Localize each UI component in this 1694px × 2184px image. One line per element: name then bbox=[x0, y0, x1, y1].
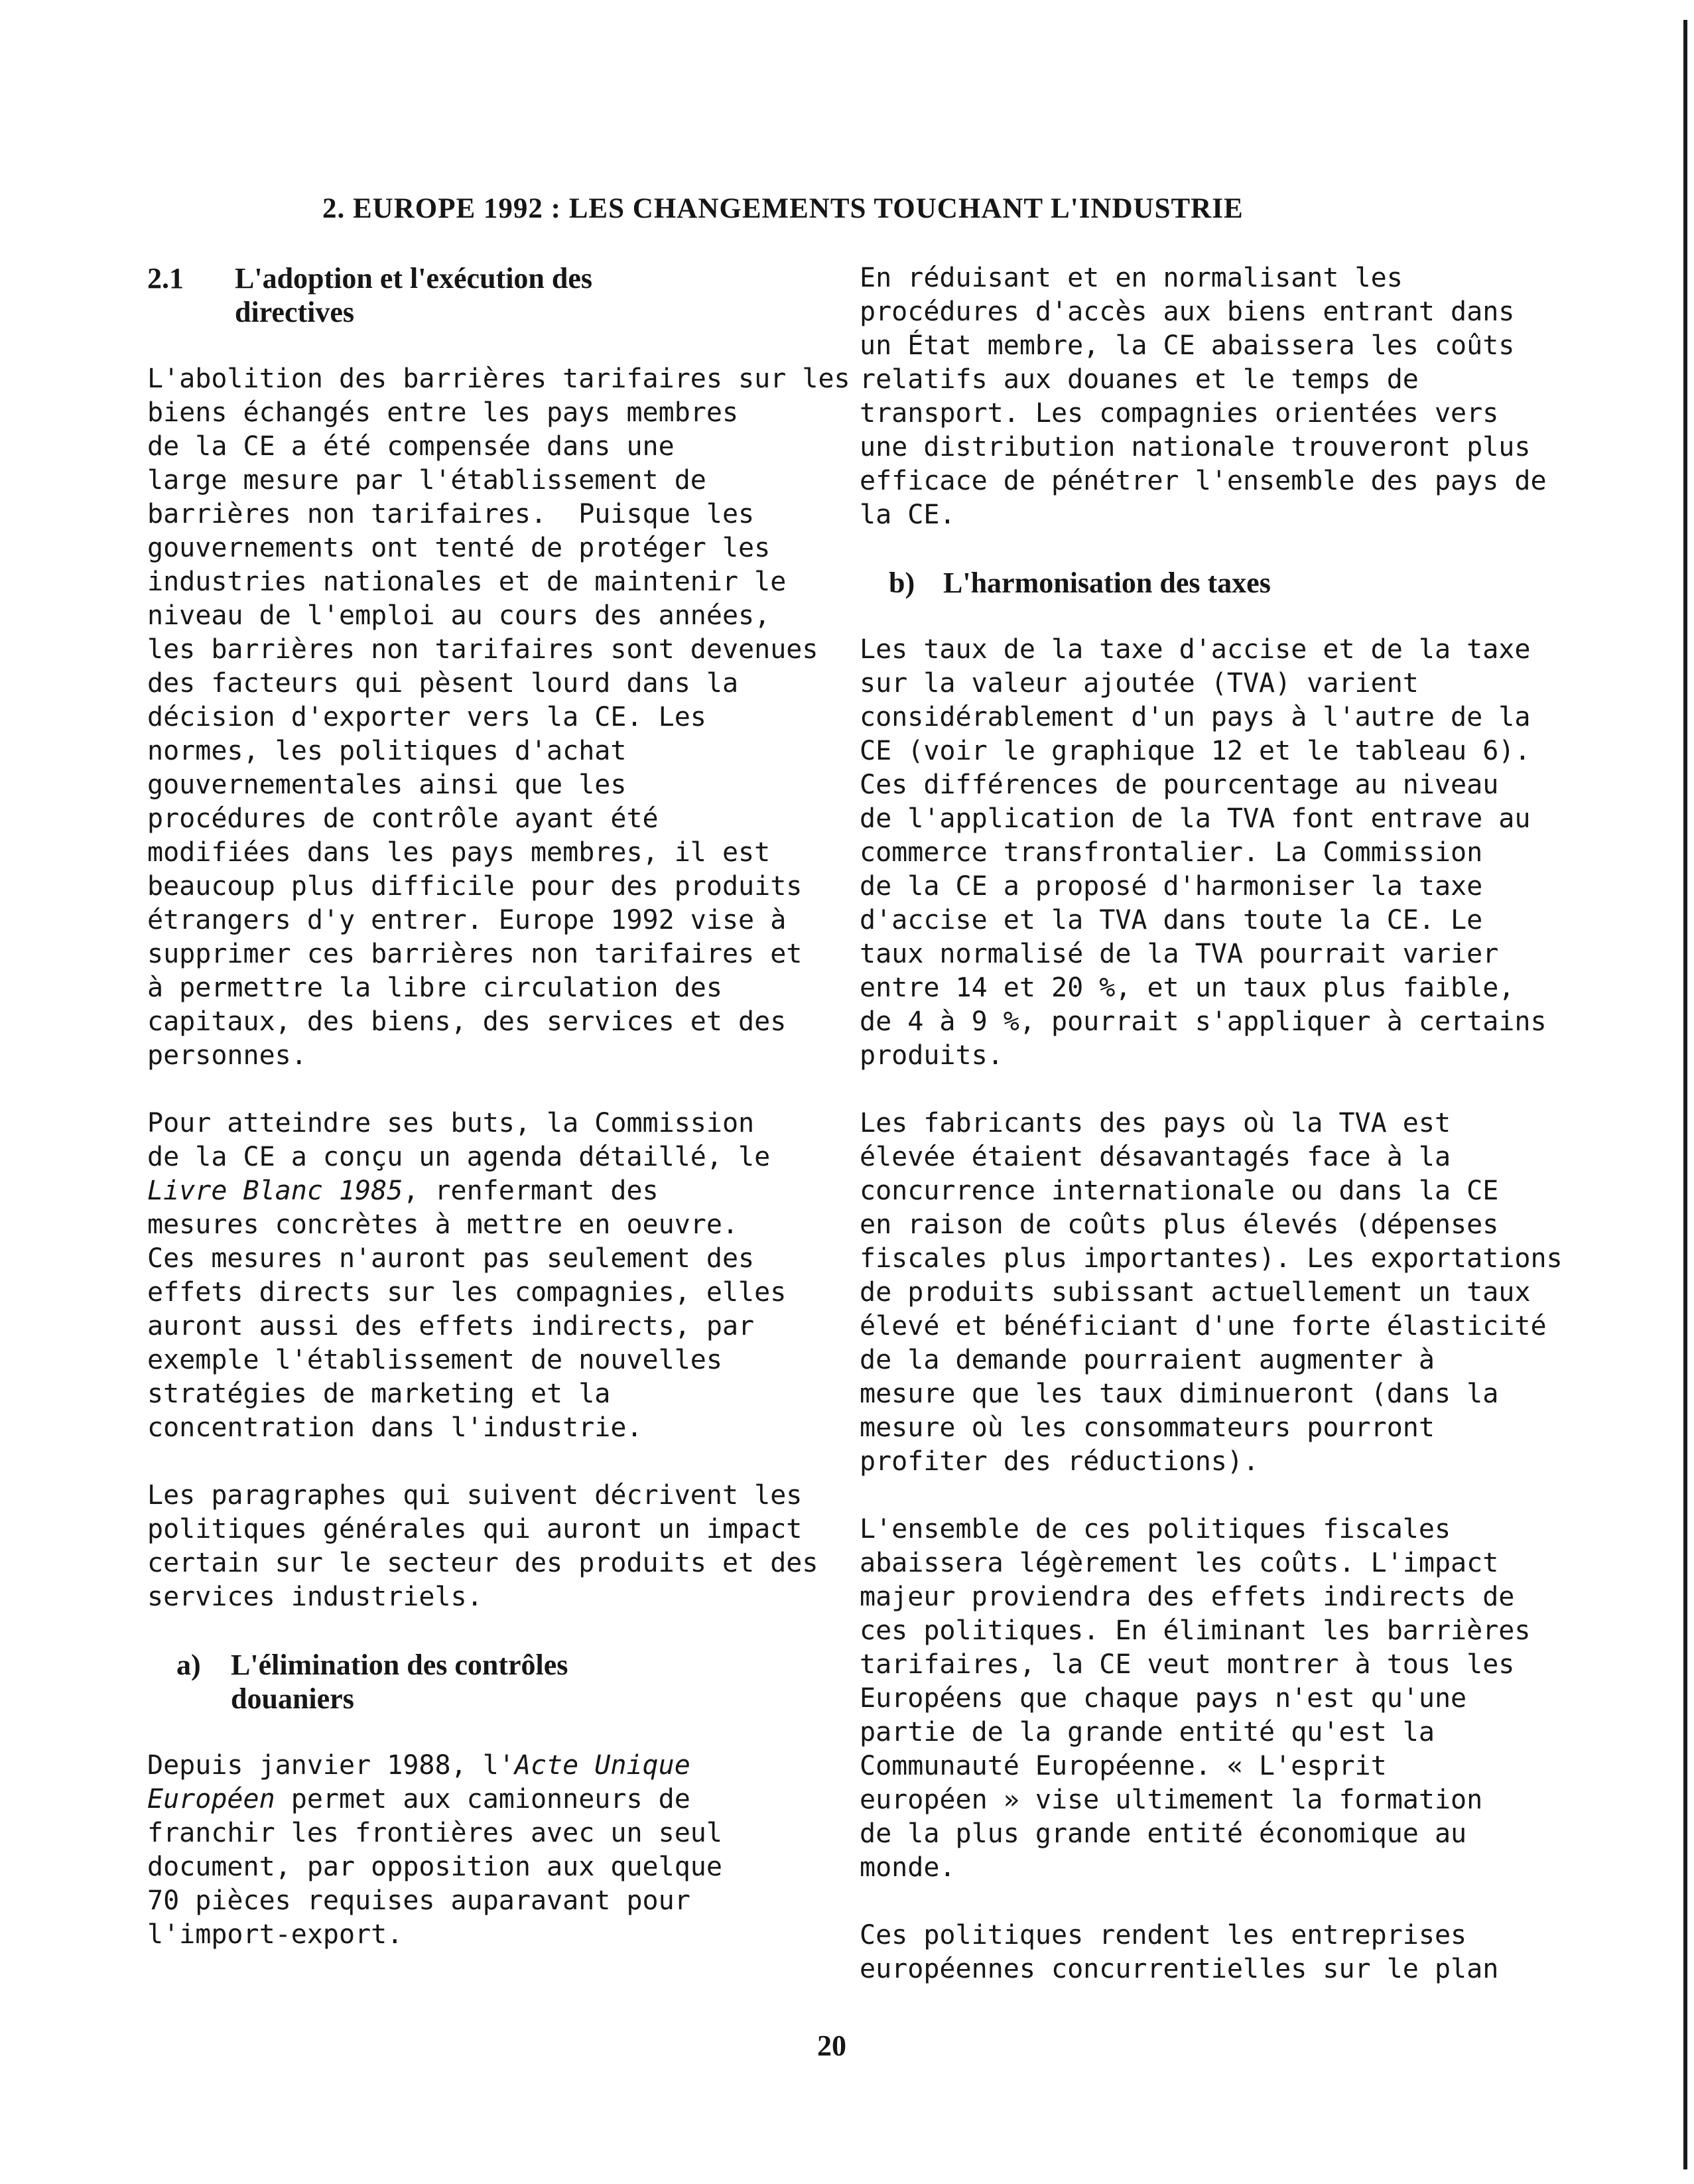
text-line: relatifs aux douanes et le temps de bbox=[860, 364, 1419, 395]
text-line: profiter des réductions). bbox=[860, 1446, 1260, 1477]
text-line: de la CE a conçu un agenda détaillé, le bbox=[147, 1142, 771, 1172]
text-line: à permettre la libre circulation des bbox=[147, 973, 722, 1003]
text-line: l'import-export. bbox=[147, 1919, 403, 1950]
text-line: concentration dans l'industrie. bbox=[147, 1412, 643, 1443]
text-line: majeur proviendra des effets indirects de bbox=[860, 1582, 1515, 1612]
text-line: Communauté Européenne. « L'esprit bbox=[860, 1751, 1387, 1781]
text-line: normes, les politiques d'achat bbox=[147, 736, 627, 766]
text-line: transport. Les compagnies orientées vers bbox=[860, 398, 1499, 429]
text-line: fiscales plus importantes). Les exportations bbox=[860, 1243, 1563, 1274]
paragraph-commission bbox=[147, 1107, 830, 1445]
subheading-a bbox=[176, 1648, 830, 1716]
text-line: mesure où les consommateurs pourront bbox=[860, 1412, 1435, 1443]
text-line: un État membre, la CE abaissera les coûts bbox=[860, 330, 1515, 361]
text-line: gouvernements ont tenté de protéger les bbox=[147, 533, 771, 563]
text-line: entre 14 et 20 %, et un taux plus faible, bbox=[860, 973, 1515, 1003]
text-line: industries nationales et de maintenir le bbox=[147, 567, 787, 597]
paragraph-acte-unique bbox=[147, 1749, 830, 1952]
text-line: personnes. bbox=[147, 1040, 307, 1071]
subheading-title-line: L'harmonisation des taxes bbox=[943, 567, 1271, 599]
text-line: mesures concrètes à mettre en oeuvre. bbox=[147, 1209, 739, 1240]
subheading-title-line: L'élimination des contrôles bbox=[231, 1649, 568, 1681]
text-line: tarifaires, la CE veut montrer à tous les bbox=[860, 1649, 1515, 1680]
page-number: 20 bbox=[817, 2029, 846, 2062]
text-line bbox=[147, 1749, 830, 1783]
right-column bbox=[860, 261, 1563, 2020]
text-line bbox=[147, 1174, 830, 1208]
text-line: certain sur le secteur des produits et des bbox=[147, 1548, 818, 1578]
italic-title: Européen bbox=[147, 1784, 275, 1814]
text-line: large mesure par l'établissement de bbox=[147, 465, 706, 496]
text-line: Ces différences de pourcentage au niveau bbox=[860, 770, 1499, 800]
section-title-line: L'adoption et l'exécution des bbox=[235, 262, 593, 295]
text-line: Européens que chaque pays n'est qu'une bbox=[860, 1683, 1467, 1714]
text-line: Ces mesures n'auront pas seulement des bbox=[147, 1243, 755, 1274]
text-line: partie de la grande entité qu'est la bbox=[860, 1717, 1435, 1747]
text-line: en raison de coûts plus élevés (dépenses bbox=[860, 1209, 1499, 1240]
italic-title: Livre Blanc 1985 bbox=[147, 1176, 403, 1206]
text-line: de l'application de la TVA font entrave au bbox=[860, 803, 1531, 834]
paragraph-policies bbox=[147, 1479, 830, 1614]
text-line: beaucoup plus difficile pour des produits bbox=[147, 871, 803, 902]
text-line: Pour atteindre ses buts, la Commission bbox=[147, 1108, 755, 1138]
paragraph-customs-procedures bbox=[860, 261, 1549, 532]
text-line: européennes concurrentielles sur le plan bbox=[860, 1954, 1499, 1984]
text-line: auront aussi des effets indirects, par bbox=[147, 1311, 755, 1341]
text-line: niveau de l'emploi au cours des années, bbox=[147, 600, 771, 631]
text-line: capitaux, des biens, des services et des bbox=[147, 1006, 787, 1037]
text-line: procédures de contrôle ayant été bbox=[147, 803, 659, 834]
text-line: franchir les frontières avec un seul bbox=[147, 1818, 722, 1848]
chapter-heading: 2. EUROPE 1992 : LES CHANGEMENTS TOUCHANT L'INDUSTRIE bbox=[322, 193, 1244, 224]
subheading-title-line: douaniers bbox=[231, 1682, 354, 1715]
text-line: supprimer ces barrières non tarifaires et bbox=[147, 939, 803, 969]
text-line: services industriels. bbox=[147, 1582, 483, 1612]
italic-title: Acte Unique bbox=[514, 1750, 690, 1781]
text-line: Ces politiques rendent les entreprises bbox=[860, 1920, 1467, 1950]
text-line: les barrières non tarifaires sont devenues bbox=[147, 634, 818, 665]
text-line: modifiées dans les pays membres, il est bbox=[147, 837, 771, 868]
text-line: considérablement d'un pays à l'autre de la bbox=[860, 702, 1531, 732]
text-line: sur la valeur ajoutée (TVA) varient bbox=[860, 668, 1419, 699]
text-line: monde. bbox=[860, 1852, 956, 1883]
paragraph-manufacturers bbox=[860, 1107, 1563, 1479]
text-line: biens échangés entre les pays membres bbox=[147, 397, 739, 428]
scan-page-edge bbox=[1683, 20, 1687, 2169]
text-line: élevé et bénéficiant d'une forte élasticité bbox=[860, 1311, 1547, 1341]
text-line: abaissera légèrement les coûts. L'impact bbox=[860, 1548, 1499, 1578]
text-line: concurrence internationale ou dans la CE bbox=[860, 1176, 1499, 1206]
text-line: Les fabricants des pays où la TVA est bbox=[860, 1108, 1451, 1138]
paragraph-competitive bbox=[860, 1919, 1549, 1986]
subheading-letter: b) bbox=[889, 567, 915, 599]
text-line bbox=[147, 1783, 830, 1816]
text-line: des facteurs qui pèsent lourd dans la bbox=[147, 668, 739, 699]
text-line: la CE. bbox=[860, 500, 956, 530]
text-line: CE (voir le graphique 12 et le tableau 6). bbox=[860, 736, 1531, 766]
text-line: de la CE a proposé d'harmoniser la taxe bbox=[860, 871, 1483, 902]
text-line: effets directs sur les compagnies, elles bbox=[147, 1277, 787, 1308]
text-line: ces politiques. En éliminant les barrières bbox=[860, 1615, 1531, 1646]
text-line: de 4 à 9 %, pourrait s'appliquer à certains bbox=[860, 1006, 1547, 1037]
paragraph-fiscal-policies bbox=[860, 1513, 1549, 1885]
text-line: 70 pièces requises auparavant pour bbox=[147, 1885, 690, 1916]
text-fragment: , renfermant des bbox=[403, 1176, 659, 1206]
text-line: une distribution nationale trouveront plus bbox=[860, 432, 1531, 462]
section-heading-2-1 bbox=[147, 261, 830, 329]
paragraph-tax-rates bbox=[860, 633, 1549, 1073]
text-line: étrangers d'y entrer. Europe 1992 vise à bbox=[147, 905, 787, 935]
text-line: européen » vise ultimement la formation bbox=[860, 1785, 1483, 1815]
section-number: 2.1 bbox=[147, 262, 184, 295]
text-line: commerce transfrontalier. La Commission bbox=[860, 837, 1483, 868]
subheading-letter: a) bbox=[176, 1649, 201, 1681]
text-line: d'accise et la TVA dans toute la CE. Le bbox=[860, 905, 1483, 935]
text-line: gouvernementales ainsi que les bbox=[147, 770, 627, 800]
text-line: de la CE a été compensée dans une bbox=[147, 431, 675, 462]
subheading-title bbox=[943, 566, 1271, 600]
paragraph-abolition bbox=[147, 362, 850, 1073]
text-line: L'ensemble de ces politiques fiscales bbox=[860, 1514, 1451, 1544]
text-line: mesure que les taux diminueront (dans la bbox=[860, 1379, 1499, 1409]
text-line: stratégies de marketing et la bbox=[147, 1379, 611, 1409]
text-line: taux normalisé de la TVA pourrait varier bbox=[860, 939, 1499, 969]
text-line: document, par opposition aux quelque bbox=[147, 1852, 722, 1882]
text-line: efficace de pénétrer l'ensemble des pays de bbox=[860, 466, 1547, 496]
text-fragment: Depuis janvier 1988, l' bbox=[147, 1750, 515, 1781]
text-line: produits. bbox=[860, 1040, 1004, 1071]
text-line: élevée étaient désavantagés face à la bbox=[860, 1142, 1451, 1172]
left-column bbox=[147, 261, 850, 1986]
text-line: L'abolition des barrières tarifaires sur les bbox=[147, 364, 850, 394]
section-title bbox=[235, 261, 592, 329]
text-line: de la demande pourraient augmenter à bbox=[860, 1345, 1435, 1375]
text-line: procédures d'accès aux biens entrant dans bbox=[860, 297, 1515, 327]
text-line: En réduisant et en normalisant les bbox=[860, 263, 1403, 293]
text-line: exemple l'établissement de nouvelles bbox=[147, 1345, 722, 1375]
text-line: politiques générales qui auront un impact bbox=[147, 1514, 803, 1544]
text-line: barrières non tarifaires. Puisque les bbox=[147, 499, 755, 529]
text-fragment: permet aux camionneurs de bbox=[275, 1784, 690, 1814]
subheading-title bbox=[231, 1648, 568, 1716]
text-line: de la plus grande entité économique au bbox=[860, 1818, 1467, 1849]
text-line: de produits subissant actuellement un taux bbox=[860, 1277, 1531, 1308]
text-line: Les taux de la taxe d'accise et de la taxe bbox=[860, 634, 1531, 665]
text-line: décision d'exporter vers la CE. Les bbox=[147, 702, 706, 732]
section-title-line: directives bbox=[235, 296, 355, 328]
subheading-b bbox=[889, 566, 1549, 600]
text-line: Les paragraphes qui suivent décrivent les bbox=[147, 1480, 803, 1511]
